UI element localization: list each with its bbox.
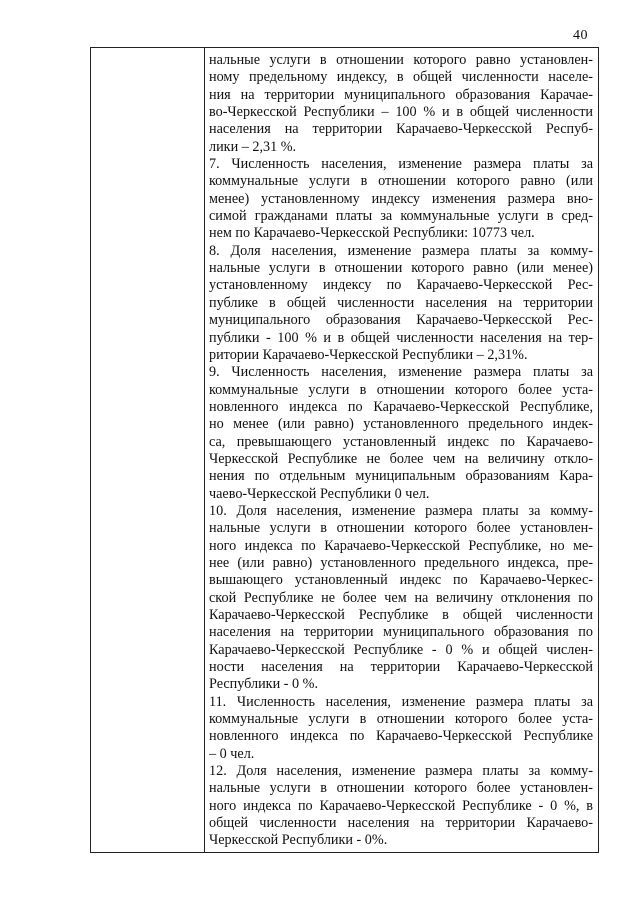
text-line: нее (или равно) установленного предельного индекса, пре- [209,554,593,571]
text-line: ному предельному индексу, в общей численности населе- [209,69,593,86]
text-line: лики – 2,31 %. [209,138,297,155]
text-line: менее) установленному индексу изменения размера вно- [209,190,593,207]
text-line: 8. Доля населения, изменение размера платы за комму- [209,242,593,259]
text-line: 7. Численность населения, изменение размера платы за [209,156,593,173]
text-line: новленного индекса по Карачаево-Черкесской Республике, [209,398,593,415]
text-line: коммунальные услуги в отношении которого равно (или [209,173,593,190]
text-line: коммунальные услуги в отношении которого более уста- [209,711,593,728]
text-line: ности населения на территории Карачаево-Черкесской [209,659,593,676]
text-line: коммунальные услуги в отношении которого более уста- [209,381,593,398]
text-line: ного индекса по Карачаево-Черкесской Республике, но ме- [209,537,593,554]
table-frame [90,47,599,853]
text-line: населения на территории Карачаево-Черкесской Респуб- [209,121,593,138]
text-line: нальные услуги в отношении которого равно (или менее) [209,260,593,277]
text-line: Карачаево-Черкесской Республике - 0 % и общей числен- [209,641,593,658]
text-line: общей численности населения на территории Карачаево- [209,815,593,832]
text-line: населения на территории муниципального образования по [209,624,593,641]
text-line: ской Республике не более чем на величину отклонения по [209,589,593,606]
text-line: симой гражданами платы за коммунальные услуги в сред- [209,208,593,225]
text-line: новленного индекса по Карачаево-Черкесской Республике [209,728,593,745]
text-line: 12. Доля населения, изменение размера платы за комму- [209,763,593,780]
table-text-cell [209,52,593,850]
text-line: но менее (или равно) установленного предельного индек- [209,416,593,433]
text-line: Республики - 0 %. [209,676,318,693]
text-line: нем по Карачаево-Черкесской Республики: 10773 чел. [209,225,535,242]
text-line: муниципального образования Карачаево-Черкесской Рес- [209,312,593,329]
text-line: нальные услуги в отношении которого равно установлен- [209,52,593,68]
text-line: 11. Численность населения, изменение размера платы за [209,693,593,710]
text-line: нальные услуги в отношении которого более установлен- [209,520,593,537]
text-line: 10. Доля населения, изменение размера платы за комму- [209,502,593,519]
text-line: установленному индексу по Карачаево-Черкесской Рес- [209,277,593,294]
text-line: ритории Карачаево-Черкесской Республики – 2,31%. [209,346,528,363]
column-divider [204,48,205,852]
text-line: публики - 100 % и в общей численности населения на тер- [209,329,593,346]
page-number: 40 [573,28,588,43]
text-line: вышающего установленный индекс по Карачаево-Черкес- [209,572,593,589]
text-line: 9. Численность населения, изменение размера платы за [209,364,593,381]
text-line: Черкесской Республике не более чем на величину откло- [209,450,593,467]
text-line: во-Черкесской Республики – 100 % и в общей численности [209,104,593,121]
text-line: ного индекса по Карачаево-Черкесской Республике - 0 %, в [209,797,593,814]
text-line: нения по отдельным муниципальным образованиям Кара- [209,468,593,485]
text-line: Карачаево-Черкесской Республике в общей численности [209,607,593,623]
text-line: са, превышающего установленный индекс по Карачаево- [209,433,593,450]
text-line: чаево-Черкесской Республики 0 чел. [209,485,430,502]
text-line: ния на территории муниципального образования Карачае- [209,86,593,103]
text-line: публике в общей численности населения на территории [209,294,593,311]
text-line: Черкесской Республики - 0%. [209,832,388,849]
text-line: – 0 чел. [209,745,255,762]
text-line: нальные услуги в отношении которого более установлен- [209,780,593,797]
